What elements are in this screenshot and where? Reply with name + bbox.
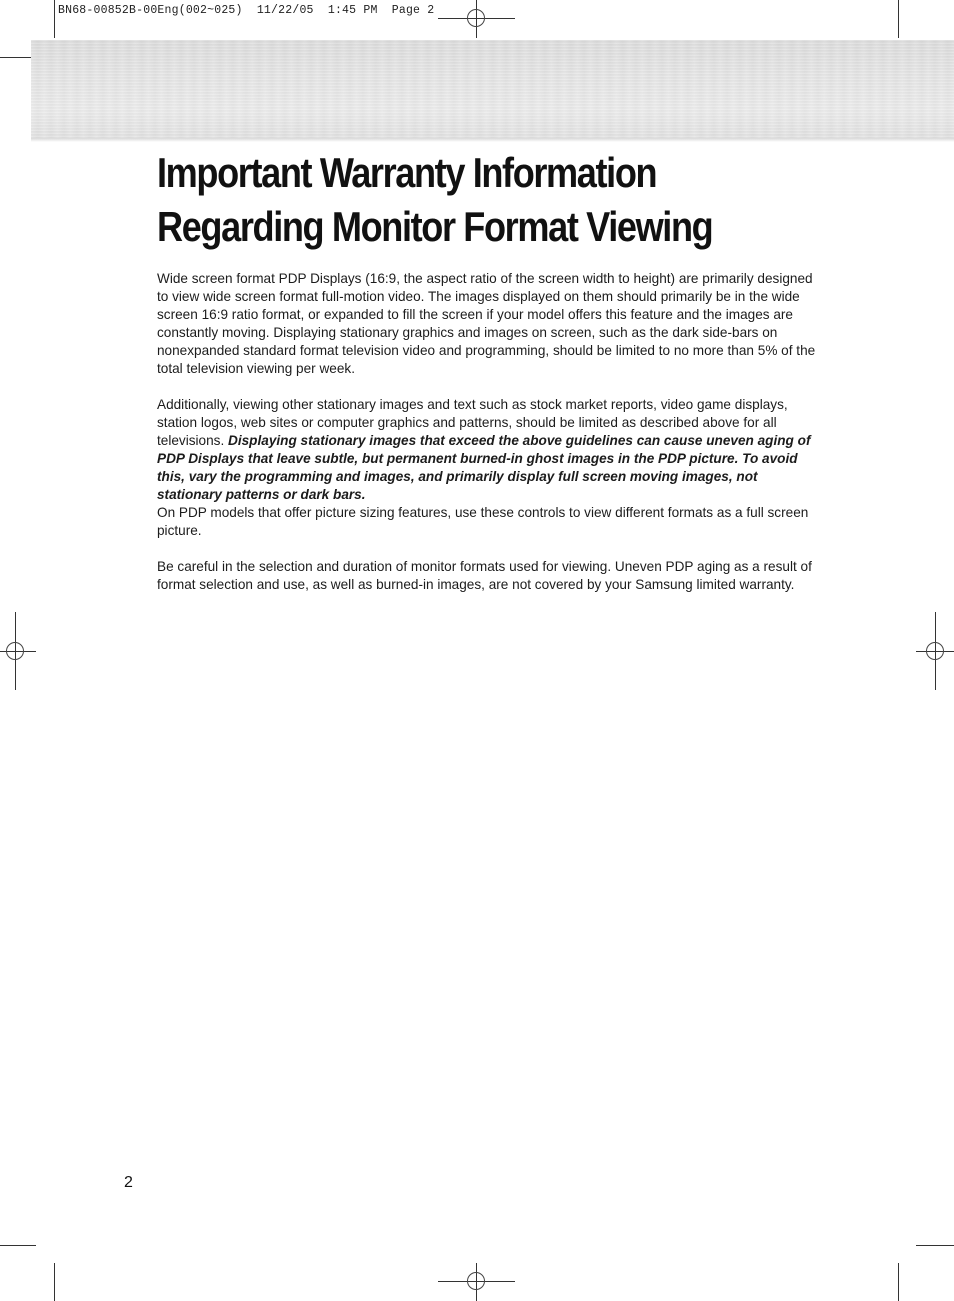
- paragraph-picture-sizing: On PDP models that offer picture sizing features, use these controls to view different formats as a full screen picture.: [157, 505, 809, 538]
- crop-mark-bottom-left-vertical: [54, 1263, 55, 1301]
- paragraph-warranty-coverage: Be careful in the selection and duration of monitor formats used for viewing. Uneven PDP aging as a result of format selection and use, as well as burned-in images, are not covered by your Samsung limited warranty.: [157, 559, 812, 592]
- header-banner-fade: [31, 138, 954, 142]
- crop-mark-bottom-right-vertical: [898, 1263, 899, 1301]
- paragraph-stationary-images-warning: Displaying stationary images that exceed the above guidelines can cause uneven aging of PDP Displays that leave subtle, but permanent burned-in ghost images in the PDP picture. To avoid this, vary the programming and images, and primarily display full screen moving images, not stationary patterns or dark bars.: [157, 433, 811, 502]
- page-number: 2: [124, 1174, 133, 1191]
- page-title: [157, 146, 776, 254]
- printer-slug: BN68-00852B-00Eng(002~025) 11/22/05 1:45 PM Page 2: [58, 4, 435, 17]
- crop-mark-bottom-right-horizontal: [916, 1245, 954, 1246]
- body-text: [157, 270, 821, 594]
- crop-mark-bottom-left-horizontal: [0, 1245, 36, 1246]
- crop-mark-top-left-vertical: [54, 0, 55, 38]
- page-title-line-1: Important Warranty Information: [157, 149, 657, 196]
- crop-mark-top-right-vertical: [898, 0, 899, 38]
- paragraph-stationary-images-plain: Additionally, viewing other stationary images and text such as stock market reports, video game displays, station logos, web sites or computer graphics and patterns, should be limited as described above for all televisions.: [157, 397, 788, 448]
- page-title-line-2: Regarding Monitor Format Viewing: [157, 203, 713, 250]
- header-banner: [31, 40, 954, 140]
- paragraph-wide-screen: Wide screen format PDP Displays (16:9, the aspect ratio of the screen width to height) are primarily designed to view wide screen format full-motion video. The images displayed on them should primarily be in the wide screen 16:9 ratio format, or expanded to fill the screen if your model offers this feature and the images are constantly moving. Displaying stationary graphics and images on screen, such as the dark side-bars on nonexpanded standard format television video and programming, should be limited to no more than 5% of the total television viewing per week.: [157, 271, 816, 376]
- paragraph-stationary-images: [157, 396, 821, 504]
